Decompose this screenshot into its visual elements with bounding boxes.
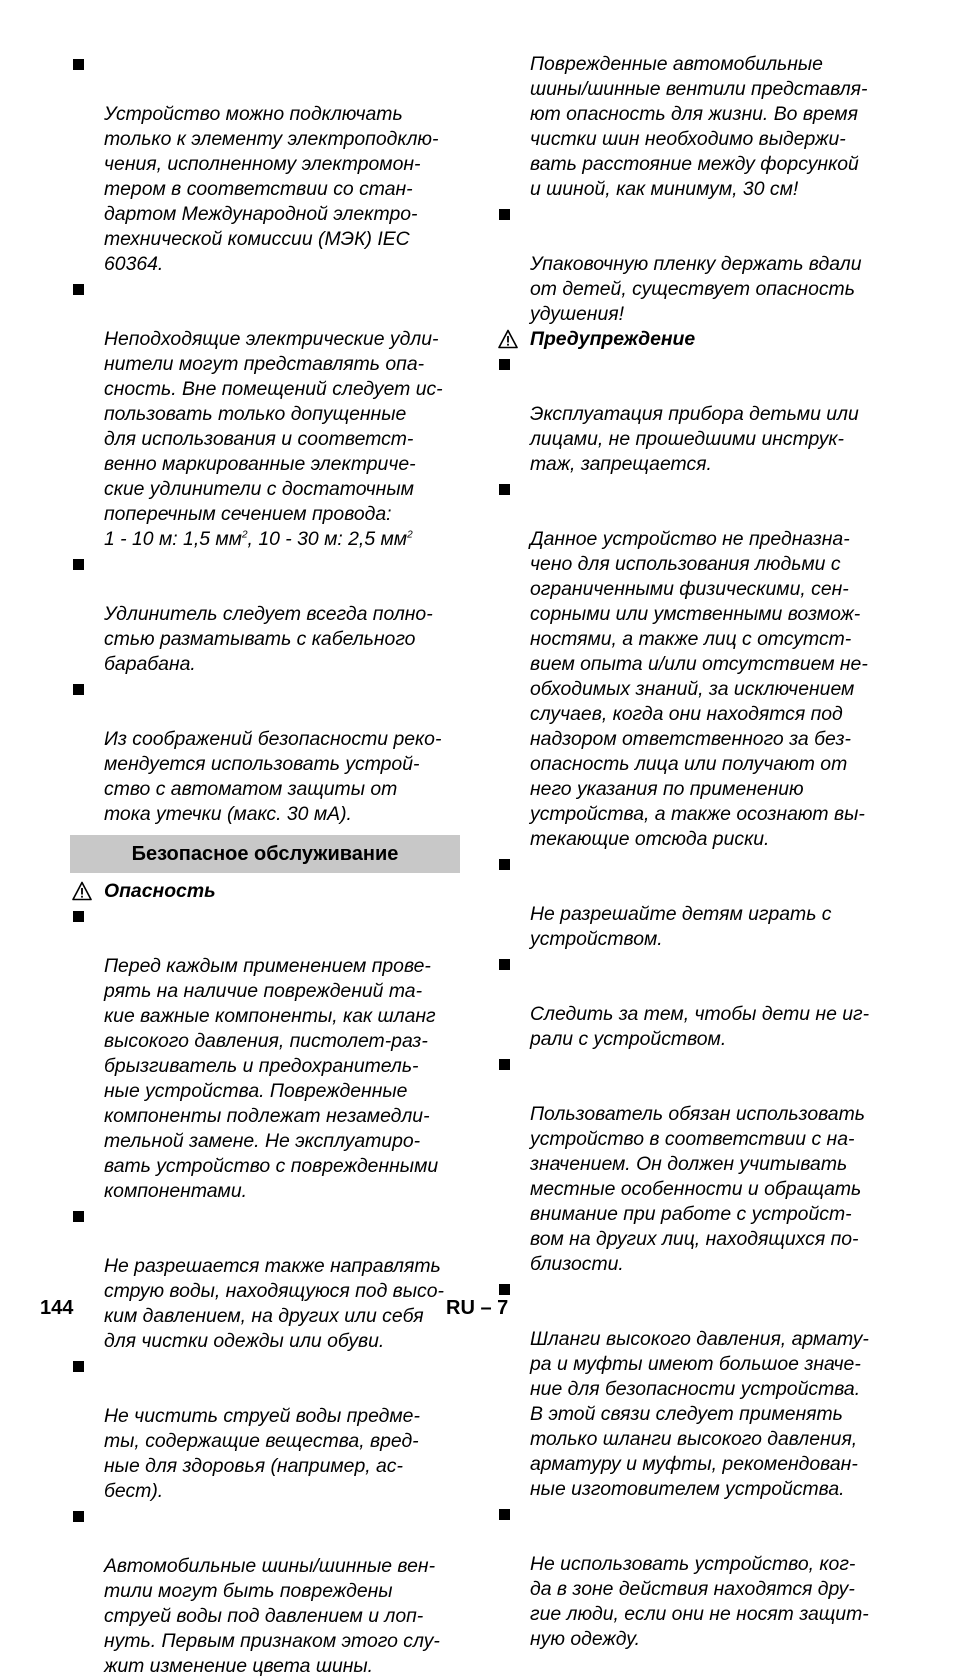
- list-item: [496, 1502, 890, 1652]
- list-item-text: Перед каждым применением прове- рять на наличие повреждений та- кие важные компоненты, как шланг высокого давления, пистолет-раз- брызгиватель и предохранитель- ные устройства. Поврежденные компоненты подлежат незамедли- тельной замене. Не эксплуатиро- вать устройство с поврежденными компонентами.: [104, 955, 439, 1202]
- square-bullet-icon: [73, 559, 84, 570]
- cable-spec: [70, 527, 460, 552]
- list-item-text: Не разрешайте детям играть с устройством.: [530, 903, 832, 950]
- square-bullet-icon: [73, 1511, 84, 1522]
- square-bullet-icon: [73, 59, 84, 70]
- danger-label: Опасность: [104, 880, 216, 902]
- list-item-text: Из соображений безопасности реко- мендуется использовать устрой- ство с автоматом защиты от тока утечки (макс. 30 мА).: [104, 728, 442, 825]
- cable-spec-part1: 1 - 10 м: 1,5 мм: [104, 528, 242, 550]
- list-item: [496, 1052, 890, 1277]
- list-item: [496, 352, 890, 477]
- continuation-text: Поврежденные автомобильные шины/шинные вентили представля- ют опасность для жизни. Во время чистки шин необходимо выдержи- вать расстояние между форсункой и шиной, как минимум, 30 см!: [530, 53, 868, 200]
- list-item-text: Не разрешается также направлять струю воды, находящуюся под высо- ким давлением, на других или себя для чистки одежды или обуви.: [104, 1255, 444, 1352]
- list-item-text: Устройство можно подключать только к элементу электроподклю- чения, исполненному электромон- тером в соответствии со стан- дартом Международной электро- технической комиссии (МЭК) IEC 60364.: [104, 103, 439, 275]
- left-column: [70, 52, 460, 1679]
- section-title: Безопасное обслуживание: [131, 842, 399, 865]
- page-number: 144: [40, 1297, 74, 1319]
- list-item: [70, 1504, 460, 1679]
- square-bullet-icon: [499, 1509, 510, 1520]
- list-item-text: Шланги высокого давления, армату- ра и муфты имеют большое значе- ние для безопасности устройства. В этой связи следует применять только шланги высокого давления, арматуру и муфты, рекомендован- ные изготовителем устройства.: [530, 1328, 869, 1500]
- warning-label: Предупреждение: [530, 328, 696, 350]
- square-bullet-icon: [499, 859, 510, 870]
- list-item: [496, 477, 890, 852]
- square-bullet-icon: [73, 1211, 84, 1222]
- warning-triangle-icon: [498, 329, 518, 349]
- square-bullet-icon: [499, 1059, 510, 1070]
- list-item: [70, 277, 460, 527]
- square-bullet-icon: [499, 959, 510, 970]
- square-bullet-icon: [73, 911, 84, 922]
- list-item-text: Упаковочную пленку держать вдали от детей, существует опасность удушения!: [530, 253, 862, 325]
- right-column: [496, 52, 890, 1652]
- square-bullet-icon: [499, 209, 510, 220]
- list-item: [496, 952, 890, 1052]
- cable-spec-sup2: 2: [407, 529, 413, 541]
- square-bullet-icon: [73, 284, 84, 295]
- section-code: RU – 7: [446, 1297, 509, 1319]
- list-item: [496, 1277, 890, 1502]
- list-item: [70, 904, 460, 1204]
- cable-spec-part2: , 10 - 30 м: 2,5 мм: [247, 528, 408, 550]
- square-bullet-icon: [499, 359, 510, 370]
- square-bullet-icon: [499, 484, 510, 495]
- list-item: [70, 552, 460, 677]
- list-item-text: Следить за тем, чтобы дети не иг- рали с устройством.: [530, 1003, 870, 1050]
- list-item: [70, 1354, 460, 1504]
- square-bullet-icon: [73, 1361, 84, 1372]
- cable-spec-sup1: 2: [241, 529, 248, 541]
- list-item-text: Не использовать устройство, ког- да в зоне действия находятся дру- гие люди, если они не носят защит- ную одежду.: [530, 1553, 869, 1650]
- list-item: [70, 677, 460, 827]
- list-item-text: Удлинитель следует всегда полно- стью разматывать с кабельного барабана.: [104, 603, 433, 675]
- list-item: [496, 202, 890, 327]
- square-bullet-icon: [499, 1284, 510, 1295]
- list-item-text: Данное устройство не предназна- чено для использования людьми с ограниченными физическими, сен- сорными или умственными возмож- ностями, а также лиц с отсутст- вием опыта и/или отсутствием не- обходимых знаний, за исключением случаев, когда они находятся под надзором ответственного за без- опасность лица или получают от него указания по применению устройства, а также осознают вы- текающие отсюда риски.: [530, 528, 868, 850]
- list-item-text: Пользователь обязан использовать устройство в соответствии с на- значением. Он должен учитывать местные особенности и обращать внимание при работе с устройст- вом на других лиц, находящихся по- близости.: [530, 1103, 865, 1275]
- list-item: [496, 852, 890, 952]
- warning-heading: [496, 327, 890, 352]
- section-heading: [70, 835, 460, 873]
- list-item-text: Эксплуатация прибора детьми или лицами, не прошедшими инструк- таж, запрещается.: [530, 403, 859, 475]
- warning-triangle-icon: [72, 881, 92, 901]
- danger-heading: [70, 879, 460, 904]
- list-item: [70, 52, 460, 277]
- list-item-text: Неподходящие электрические удли- нители могут представлять опа- сность. Вне помещений следует ис- пользовать только допущенные для использования и соответст- венно маркированные электриче- ские удлинители с достаточным поперечным сечением провода:: [104, 328, 443, 525]
- square-bullet-icon: [73, 684, 84, 695]
- list-item-text: Автомобильные шины/шинные вен- тили могут быть повреждены струей воды под давлением и лоп- нуть. Первым признаком этого слу- жит изменение цвета шины.: [104, 1555, 440, 1677]
- list-item: [70, 1204, 460, 1354]
- list-item-text: Не чистить струей воды предме- ты, содержащие вещества, вред- ные для здоровья (например, ас- бест).: [104, 1405, 420, 1502]
